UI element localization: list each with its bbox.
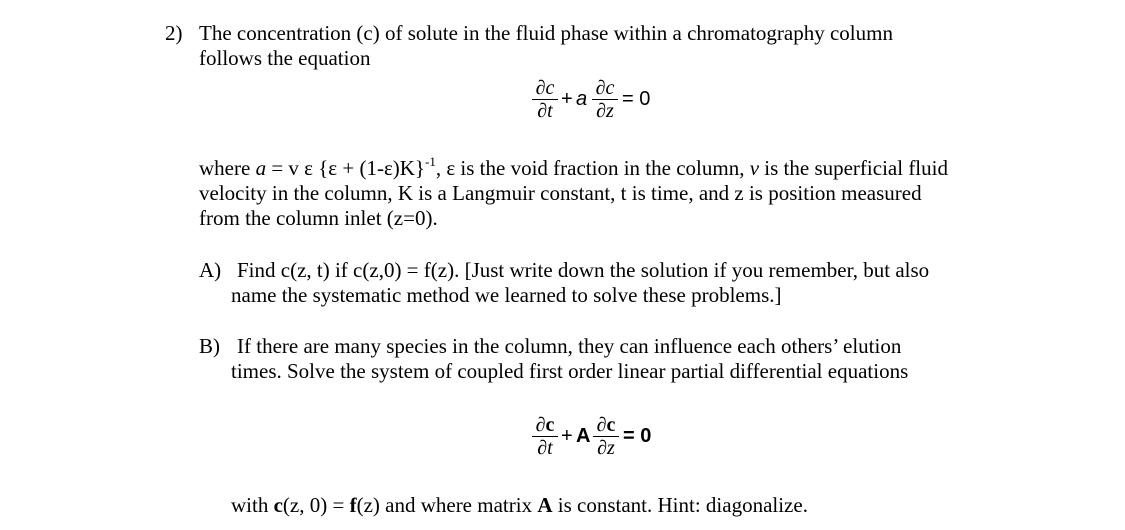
where-line-2: velocity in the column, K is a Langmuir constant, t is time, and z is position measured [199,181,922,205]
problem-number: 2) [165,21,183,45]
eq1-den-z: ∂z [596,100,614,122]
eq2-coef-A: A [576,425,591,447]
eq1-plus: + [561,88,573,110]
eq1-num-1: ∂c [535,77,555,99]
eq2-dc-dt [530,414,560,459]
eq1-den-t: ∂t [537,100,553,122]
eq2-den-t: ∂t [537,437,553,459]
where-line-1: where a = v ε $\{\varepsilon + (1-\varepsilon)K\}^{-1}$, ε is the void fraction in the column, v is the superficial fluid [199,154,948,180]
eq2-plus: + [561,425,573,447]
eq1-coef-a: a [576,88,588,110]
eq1-equals: = 0 [622,88,651,110]
final-A: A [537,493,553,517]
eq1-dc-dz [590,77,620,122]
intro-line-1: The concentration (c) of solute in the fluid phase within a chromatography column [199,21,893,45]
part-b-line-1: If there are many species in the column, they can influence each others’ elution [237,334,902,358]
part-b-line-2: times. Solve the system of coupled first order linear partial differential equations [231,359,909,383]
eq2-num-1: ∂c [535,414,555,436]
eq2-den-z: ∂z [597,437,615,459]
part-a-line-2: name the systematic method we learned to solve these problems.] [231,283,782,307]
part-b-label: B) [199,334,220,358]
intro-line-2: follows the equation [199,46,371,70]
eq1-num-2: ∂c [595,77,615,99]
final-c: c [273,493,283,517]
where-line-3: from the column inlet (z=0). [199,206,438,230]
part-a-label: A) [199,258,222,282]
eq1-dc-dt [530,77,560,122]
eq2-dc-dz [591,414,621,459]
final-f: f [349,493,357,517]
final-line: with c(z, 0) = f(z) and where matrix A is constant. Hint: diagonalize. [231,493,808,517]
where-a: a [255,156,267,180]
eq2-num-2: ∂c [596,414,616,436]
eq2-equals: = 0 [623,425,652,447]
where-sup: -1 [425,154,436,169]
part-a-line-1: Find c(z, t) if c(z,0) = f(z). [Just write down the solution if you remember, but also [237,258,930,282]
where-v: v [749,156,760,180]
